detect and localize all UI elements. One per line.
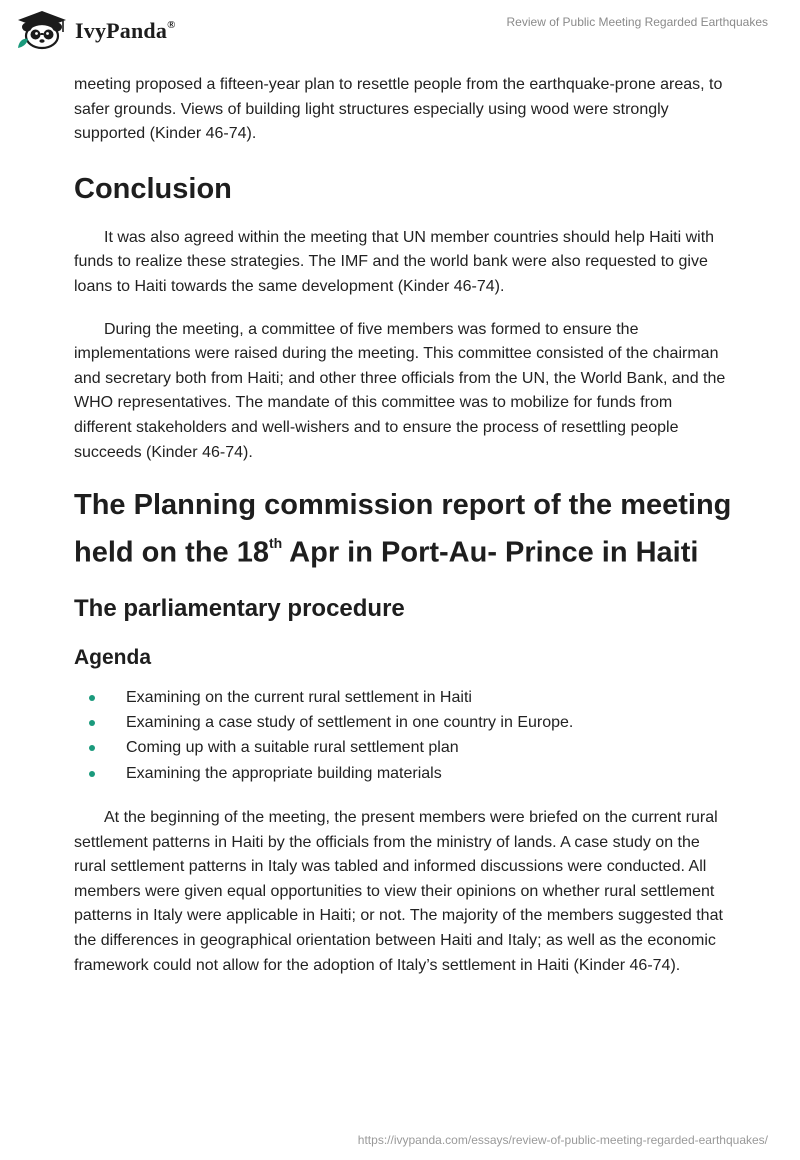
bullet-icon: [89, 720, 95, 726]
page-header: [0, 0, 800, 62]
conclusion-paragraph-1: It was also agreed within the meeting that UN member countries should help Haiti with funds to realize these strategies. The IMF and the world bank were also requested to give loans to Haiti towards the same development (Kinder 46-74).: [74, 228, 715, 295]
bullet-icon: [89, 745, 95, 751]
intro-paragraph: meeting proposed a fifteen-year plan to resettle people from the earthquake-prone areas, to safer grounds. Views of building light structures especially using wood were strongly supported (Kinder 46-74).: [74, 76, 723, 143]
agenda-list: [74, 685, 734, 786]
procedure-subheading: The parliamentary procedure: [74, 594, 405, 622]
agenda-heading: Agenda: [74, 645, 152, 669]
essay-content: [74, 73, 734, 978]
panda-graduate-icon: [16, 10, 68, 50]
document-title: Review of Public Meeting Regarded Earthquakes: [506, 15, 768, 29]
brand-logo[interactable]: [16, 10, 176, 50]
list-item: Coming up with a suitable rural settlement plan: [74, 735, 734, 760]
meeting-paragraph: At the beginning of the meeting, the present members were briefed on the current rural settlement patterns in Haiti by the officials from the ministry of lands. A case study on the rural settlement patterns in Italy was tabled and informed discussions were conducted. All members were given equal opportunities to view their opinions on whether rural settlement patterns in Italy were applicable in Haiti; or not. The majority of the members suggested that the differences in geographical orientation between Haiti and Italy; as well as the economic framework could not allow for the adoption of Italy’s settlement in Haiti (Kinder 46-74).: [74, 808, 723, 974]
source-url[interactable]: https://ivypanda.com/essays/review-of-public-meeting-regarded-earthquakes/: [357, 1133, 768, 1147]
conclusion-heading: Conclusion: [74, 172, 232, 205]
list-item: Examining a case study of settlement in one country in Europe.: [74, 710, 734, 735]
bullet-icon: [89, 771, 95, 777]
brand-name: IvyPanda®: [75, 18, 176, 43]
conclusion-paragraph-2: During the meeting, a committee of five members was formed to ensure the implementations were raised during the meeting. This committee consisted of the chairman and secretary both from Haiti; and other three officials from the UN, the World Bank, and the WHO representatives. The mandate of this committee was to mobilize for funds from different stakeholders and well-wishers and to ensure the process of resettling people succeeds (Kinder 46-74).: [74, 320, 726, 461]
list-item: Examining on the current rural settlement in Haiti: [74, 685, 734, 710]
bullet-icon: [89, 695, 95, 701]
list-item: Examining the appropriate building materials: [74, 761, 734, 786]
report-heading: The Planning commission report of the meeting held on the 18th Apr in Port-Au- Prince in Haiti: [74, 489, 732, 569]
